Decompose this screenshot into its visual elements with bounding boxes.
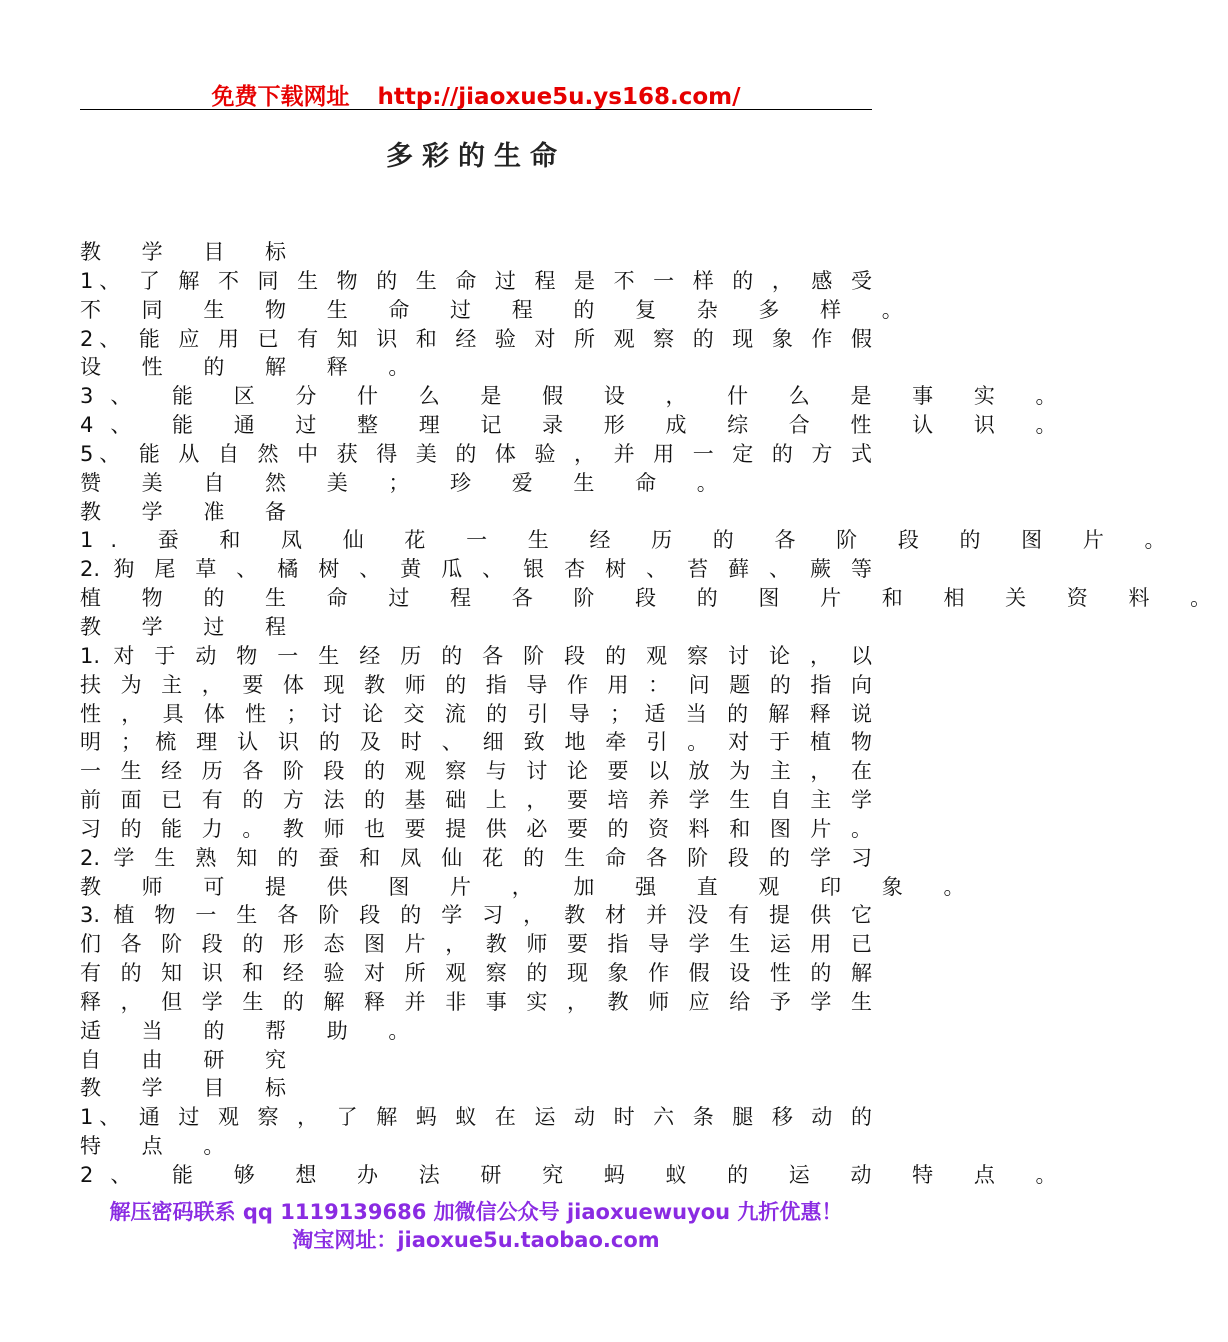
- footer-contact-line: 解压密码联系 qq 1119139686 加微信公众号 jiaoxuewuyou 九折优惠！: [109, 1200, 843, 1224]
- body-line: 前 面 已 有 的 方 法 的 基 础 上 ， 要 培 养 学 生 自 主 学: [80, 788, 872, 813]
- body-line: 植 物 的 生 命 过 程 各 阶 段 的 图 片 和 相 关 资 料 。: [80, 586, 1228, 611]
- body-line: 教 学 目 标: [80, 1076, 304, 1101]
- body-line: 一 生 经 历 各 阶 段 的 观 察 与 讨 论 要 以 放 为 主 ， 在: [80, 759, 872, 784]
- body-line: 2、 能 应 用 已 有 知 识 和 经 验 对 所 观 察 的 现 象 作 假: [80, 326, 872, 351]
- body-line: 3. 植 物 一 生 各 阶 段 的 学 习 ， 教 材 并 没 有 提 供 它: [80, 903, 872, 928]
- body-line: 性 ， 具 体 性 ； 讨 论 交 流 的 引 导 ； 适 当 的 解 释 说: [80, 701, 872, 726]
- body-line: 1、 了 解 不 同 生 物 的 生 命 过 程 是 不 一 样 的 ， 感 受: [80, 268, 872, 293]
- body-line: 扶 为 主 ， 要 体 现 教 师 的 指 导 作 用 ： 问 题 的 指 向: [80, 672, 872, 697]
- body-line: 教 学 过 程: [80, 614, 304, 639]
- body-line: 教 学 目 标: [80, 240, 304, 264]
- body-line: 赞 美 自 然 美 ； 珍 爱 生 命 。: [80, 470, 735, 495]
- body-line: 自 由 研 究: [80, 1047, 304, 1072]
- body-line: 习 的 能 力 。 教 师 也 要 提 供 必 要 的 资 料 和 图 片 。: [80, 816, 872, 841]
- body-line: 2. 学 生 熟 知 的 蚕 和 凤 仙 花 的 生 命 各 阶 段 的 学 习: [80, 845, 872, 870]
- body-line: 1. 蚕 和 凤 仙 花 一 生 经 历 的 各 阶 段 的 图 片 。: [80, 528, 1183, 553]
- body-line: 释 ， 但 学 生 的 解 释 并 非 事 实 ， 教 师 应 给 予 学 生: [80, 989, 872, 1014]
- body-line: 1、 通 过 观 察 ， 了 解 蚂 蚁 在 运 动 时 六 条 腿 移 动 的: [80, 1105, 872, 1130]
- body-line: 设 性 的 解 释 。: [80, 355, 427, 380]
- document-body: [80, 238, 1228, 1190]
- body-line: 适 当 的 帮 助 。: [80, 1018, 427, 1043]
- page-title: 多彩的生命: [386, 141, 566, 172]
- body-line: 3、 能 区 分 什 么 是 假 设 ， 什 么 是 事 实 。: [80, 384, 1074, 409]
- page-header: [80, 78, 872, 108]
- body-line: 教 师 可 提 供 图 片 ， 加 强 直 观 印 象 。: [80, 874, 982, 899]
- body-line: 教 学 准 备: [80, 499, 304, 524]
- body-line: 2. 狗 尾 草 、 橘 树 、 黄 瓜 、 银 杏 树 、 苔 藓 、 蕨 等: [80, 557, 872, 582]
- body-line: 2、 能 够 想 办 法 研 究 蚂 蚁 的 运 动 特 点 。: [80, 1163, 1074, 1187]
- footer-taobao-link[interactable]: 淘宝网址：jiaoxue5u.taobao.com: [292, 1228, 660, 1252]
- body-line: 特 点 。: [80, 1134, 242, 1159]
- header-free-download-label: 免费下载网址: [211, 84, 350, 110]
- body-line: 们 各 阶 段 的 形 态 图 片 ， 教 师 要 指 导 学 生 运 用 已: [80, 932, 872, 957]
- body-line: 1. 对 于 动 物 一 生 经 历 的 各 阶 段 的 观 察 讨 论 ， 以: [80, 643, 872, 668]
- body-line: 不 同 生 物 生 命 过 程 的 复 杂 多 样 。: [80, 297, 920, 322]
- body-line: 4、 能 通 过 整 理 记 录 形 成 综 合 性 认 识 。: [80, 413, 1074, 438]
- body-line: 5、 能 从 自 然 中 获 得 美 的 体 验 ， 并 用 一 定 的 方 式: [80, 441, 872, 466]
- body-line: 明 ； 梳 理 认 识 的 及 时 、 细 致 地 牵 引 。 对 于 植 物: [80, 730, 872, 755]
- header-divider: [80, 109, 872, 110]
- header-url-link[interactable]: http://jiaoxue5u.ys168.com/: [377, 84, 741, 110]
- body-line: 有 的 知 识 和 经 验 对 所 观 察 的 现 象 作 假 设 性 的 解: [80, 961, 872, 986]
